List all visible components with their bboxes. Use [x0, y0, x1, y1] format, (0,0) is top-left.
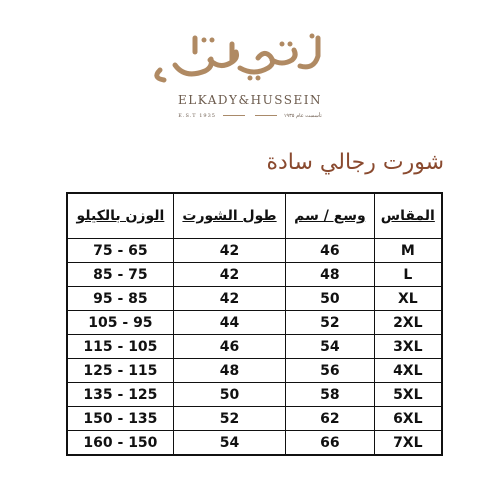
cell-width: 66	[286, 431, 374, 456]
cell-weight: 115 - 105	[67, 335, 173, 359]
cell-weight: 85 - 75	[67, 263, 173, 287]
cell-weight: 135 - 125	[67, 383, 173, 407]
cell-weight: 150 - 135	[67, 407, 173, 431]
cell-width: 52	[286, 311, 374, 335]
table-header-row	[67, 193, 442, 239]
brand-name-english: ELKADY&HUSSEIN	[178, 93, 322, 107]
header-weight: الوزن بالكيلو	[67, 193, 173, 239]
est-english: E.S.T 1935	[178, 113, 216, 119]
cell-size: XL	[374, 287, 442, 311]
cell-weight: 125 - 115	[67, 359, 173, 383]
cell-size: 7XL	[374, 431, 442, 456]
cell-length: 42	[173, 263, 285, 287]
cell-weight: 105 - 95	[67, 311, 173, 335]
cell-width: 46	[286, 239, 374, 263]
cell-size: 6XL	[374, 407, 442, 431]
cell-length: 50	[173, 383, 285, 407]
cell-width: 62	[286, 407, 374, 431]
cell-length: 44	[173, 311, 285, 335]
table-row	[67, 383, 442, 407]
product-title: شورت رجالي سادة	[266, 150, 444, 175]
table-row	[67, 431, 442, 456]
cell-size: 3XL	[374, 335, 442, 359]
cell-width: 50	[286, 287, 374, 311]
cell-size: M	[374, 239, 442, 263]
table-row	[67, 311, 442, 335]
cell-width: 56	[286, 359, 374, 383]
cell-size: 5XL	[374, 383, 442, 407]
cell-weight: 95 - 85	[67, 287, 173, 311]
cell-size: 4XL	[374, 359, 442, 383]
cell-length: 46	[173, 335, 285, 359]
cell-width: 48	[286, 263, 374, 287]
cell-size: L	[374, 263, 442, 287]
table-row	[67, 407, 442, 431]
cell-width: 58	[286, 383, 374, 407]
table-row	[67, 335, 442, 359]
table-row	[67, 263, 442, 287]
header-size: المقاس	[374, 193, 442, 239]
cell-length: 42	[173, 239, 285, 263]
header-length: طول الشورت	[173, 193, 285, 239]
brand-established	[0, 113, 500, 119]
table-row	[67, 287, 442, 311]
size-chart-table	[66, 192, 443, 456]
cell-weight: 75 - 65	[67, 239, 173, 263]
cell-width: 54	[286, 335, 374, 359]
cell-length: 48	[173, 359, 285, 383]
cell-length: 42	[173, 287, 285, 311]
divider	[255, 115, 277, 116]
est-arabic: تأسست عام ١٩٣٥	[283, 113, 322, 119]
cell-length: 54	[173, 431, 285, 456]
table-row	[67, 239, 442, 263]
cell-size: 2XL	[374, 311, 442, 335]
header-width: وسع / سم	[286, 193, 374, 239]
cell-length: 52	[173, 407, 285, 431]
brand-logo	[0, 30, 500, 125]
arabic-calligraphy-logo	[0, 30, 500, 90]
divider	[223, 115, 245, 116]
table-row	[67, 359, 442, 383]
cell-weight: 160 - 150	[67, 431, 173, 456]
